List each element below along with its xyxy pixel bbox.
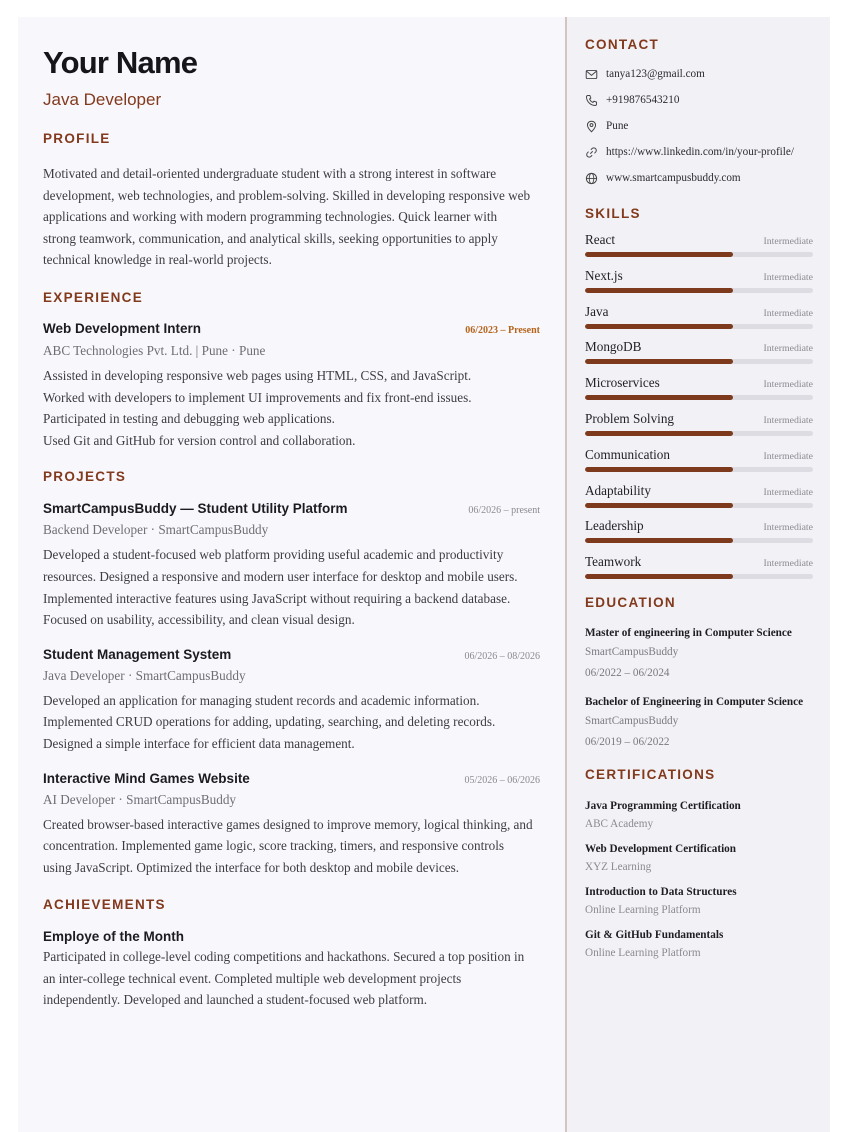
skill-bar-fill	[585, 288, 733, 293]
achievement-line: independently. Developed and launched a student-focused web platform.	[43, 992, 428, 1008]
resume-page	[18, 17, 830, 1132]
main-column	[18, 17, 565, 1132]
profile-line: development, web technologies, and problem-solving. Skilled in developing responsive web	[43, 187, 531, 203]
achievement-line: an inter-college technical event. Completed multiple web development projects	[43, 970, 462, 986]
certification-entry	[585, 798, 813, 834]
skill-bar-track	[585, 288, 813, 293]
mail-icon	[585, 68, 598, 81]
project-line: Designed a simple interface for efficient data management.	[43, 735, 355, 751]
project-date: 06/2026 – 08/2026	[464, 650, 540, 662]
experience-company: ABC Technologies Pvt. Ltd. | Pune · Pune	[43, 342, 266, 358]
contact-linkedin[interactable]	[585, 139, 813, 165]
skill-bar-fill	[585, 467, 733, 472]
skill-name: MongoDB	[585, 339, 642, 355]
skill-name: Microservices	[585, 375, 660, 391]
section-title-skills: SKILLS	[585, 206, 641, 221]
globe-icon	[585, 172, 598, 185]
experience-line: Used Git and GitHub for version control and collaboration.	[43, 432, 356, 448]
project-line: using JavaScript. Optimized the interface for both desktop and mobile devices.	[43, 859, 460, 875]
certification-name: Introduction to Data Structures	[585, 885, 737, 898]
skill-bar-fill	[585, 538, 733, 543]
skill-bar-track	[585, 252, 813, 257]
skill-row	[585, 375, 813, 411]
skill-row	[585, 304, 813, 340]
phone-icon	[585, 94, 598, 107]
contact-phone[interactable]	[585, 87, 813, 113]
skill-bar-track	[585, 538, 813, 543]
skill-bar-track	[585, 467, 813, 472]
certification-entry	[585, 927, 813, 963]
section-title-certifications: CERTIFICATIONS	[585, 766, 716, 782]
certification-issuer: Online Learning Platform	[585, 946, 701, 959]
experience-date: 06/2023 – Present	[465, 324, 540, 336]
project-title: Interactive Mind Games Website	[43, 770, 250, 786]
section-title-profile: PROFILE	[43, 131, 111, 146]
achievement-entry	[43, 928, 540, 1011]
skill-bar-fill	[585, 503, 733, 508]
project-line: Implemented CRUD operations for adding, updating, searching, and deleting records.	[43, 714, 496, 730]
contact-location-text: Pune	[606, 120, 629, 132]
contact-email-text: tanya123@gmail.com	[606, 68, 705, 80]
skill-level: Intermediate	[763, 343, 813, 355]
skill-row	[585, 483, 813, 519]
skill-name: Java	[585, 303, 609, 319]
skill-level: Intermediate	[763, 414, 813, 426]
certification-name: Git & GitHub Fundamentals	[585, 928, 724, 941]
project-line: concentration. Implemented game logic, score tracking, timers, and responsive controls	[43, 838, 505, 854]
skill-name: React	[585, 232, 616, 247]
project-line: Developed a student-focused web platform providing useful academic and productivity	[43, 547, 504, 563]
project-title: SmartCampusBuddy — Student Utility Platform	[43, 501, 348, 517]
project-line: Developed an application for managing student records and academic information.	[43, 692, 480, 708]
section-title-projects: PROJECTS	[43, 469, 127, 485]
profile-line: Motivated and detail-oriented undergraduate student with a strong interest in software	[43, 166, 497, 181]
education-school: SmartCampusBuddy	[585, 645, 679, 658]
experience-line: Participated in testing and debugging web applications.	[43, 411, 335, 427]
contact-website[interactable]	[585, 165, 813, 191]
project-line: Focused on usability, accessibility, and clean visual design.	[43, 612, 355, 628]
skill-row	[585, 339, 813, 375]
profile-line: technical knowledge in real-world projects.	[43, 252, 272, 268]
skill-row	[585, 268, 813, 304]
project-entry	[43, 770, 540, 879]
section-title-achievements: ACHIEVEMENTS	[43, 897, 166, 913]
skill-bar-track	[585, 395, 813, 400]
skill-name: Problem Solving	[585, 410, 675, 426]
profile-line: applications and working with modern programming technologies. Quick learner with	[43, 209, 498, 225]
education-entry	[585, 694, 813, 752]
contact-website-text: www.smartcampusbuddy.com	[606, 172, 741, 184]
certification-name: Web Development Certification	[585, 842, 736, 855]
project-role: AI Developer · SmartCampusBuddy	[43, 791, 237, 807]
achievement-title: Employe of the Month	[43, 929, 184, 945]
experience-line: Worked with developers to implement UI improvements and fix front-end issues.	[43, 389, 472, 405]
experience-line: Assisted in developing responsive web pages using HTML, CSS, and JavaScript.	[43, 367, 472, 383]
achievement-line: Participated in college-level coding competitions and hackathons. Secured a top position in	[43, 949, 525, 965]
certification-entry	[585, 884, 813, 920]
skill-level: Intermediate	[763, 379, 813, 391]
certification-issuer: ABC Academy	[585, 817, 654, 830]
skill-row	[585, 411, 813, 447]
skill-row	[585, 554, 813, 590]
project-entry	[43, 500, 540, 630]
skill-bar-track	[585, 359, 813, 364]
skill-bar-track	[585, 574, 813, 579]
skill-name: Teamwork	[585, 554, 642, 570]
skill-bar-track	[585, 431, 813, 436]
skill-name: Communication	[585, 446, 670, 462]
project-role: Backend Developer · SmartCampusBuddy	[43, 522, 269, 538]
contact-linkedin-text: https://www.linkedin.com/in/your-profile/	[606, 146, 794, 158]
skill-row	[585, 447, 813, 483]
education-degree: Bachelor of Engineering in Computer Science	[585, 695, 804, 708]
skill-bar-fill	[585, 431, 733, 436]
candidate-role: Java Developer	[43, 90, 162, 109]
project-line: resources. Designed a responsive and modern user interface for desktop and mobile users.	[43, 568, 518, 584]
skill-bar-fill	[585, 324, 733, 329]
skill-level: Intermediate	[763, 522, 813, 534]
skill-name: Adaptability	[585, 482, 651, 498]
project-entry	[43, 646, 540, 755]
project-line: Implemented interactive features using JavaScript without requiring a backend database.	[43, 590, 511, 606]
skill-level: Intermediate	[763, 558, 813, 570]
skill-bar-fill	[585, 252, 733, 257]
certification-issuer: XYZ Learning	[585, 860, 652, 873]
skills-list	[585, 232, 813, 590]
profile-text	[43, 163, 540, 271]
skill-level: Intermediate	[763, 486, 813, 498]
experience-entry	[43, 320, 540, 451]
contact-email[interactable]	[585, 61, 813, 87]
sidebar	[567, 17, 830, 1132]
profile-line: strong teamwork, communication, and analytical skills, seeking opportunities to apply	[43, 230, 498, 246]
skill-bar-fill	[585, 359, 733, 364]
location-pin-icon	[585, 120, 598, 133]
skill-level: Intermediate	[763, 271, 813, 283]
section-title-experience: EXPERIENCE	[43, 289, 144, 305]
project-date: 05/2026 – 06/2026	[464, 774, 540, 786]
education-entry	[585, 625, 813, 683]
skill-level: Intermediate	[763, 236, 813, 247]
skill-level: Intermediate	[763, 450, 813, 462]
section-title-contact: CONTACT	[585, 37, 660, 52]
skill-bar-fill	[585, 574, 733, 579]
experience-title: Web Development Intern	[43, 320, 202, 336]
education-dates: 06/2019 – 06/2022	[585, 735, 670, 748]
certification-entry	[585, 841, 813, 877]
skill-row	[585, 232, 813, 268]
skill-row	[585, 518, 813, 554]
skill-name: Next.js	[585, 267, 623, 283]
education-dates: 06/2022 – 06/2024	[585, 666, 670, 679]
skill-bar-track	[585, 503, 813, 508]
contact-list	[585, 61, 813, 191]
education-school: SmartCampusBuddy	[585, 714, 679, 727]
contact-location	[585, 113, 813, 139]
section-title-education: EDUCATION	[585, 594, 676, 610]
project-role: Java Developer · SmartCampusBuddy	[43, 667, 246, 683]
certification-issuer: Online Learning Platform	[585, 903, 701, 916]
skill-bar-track	[585, 324, 813, 329]
skill-bar-fill	[585, 395, 733, 400]
certification-name: Java Programming Certification	[585, 799, 741, 812]
skill-level: Intermediate	[763, 307, 813, 319]
project-line: Created browser-based interactive games designed to improve memory, logical thinking, and	[43, 816, 533, 832]
project-title: Student Management System	[43, 646, 232, 662]
candidate-name: Your Name	[43, 45, 198, 80]
education-degree: Master of engineering in Computer Science	[585, 626, 792, 639]
contact-phone-text: +919876543210	[606, 94, 680, 106]
link-icon	[585, 146, 598, 159]
project-date: 06/2026 – present	[468, 505, 540, 517]
skill-name: Leadership	[585, 518, 644, 534]
